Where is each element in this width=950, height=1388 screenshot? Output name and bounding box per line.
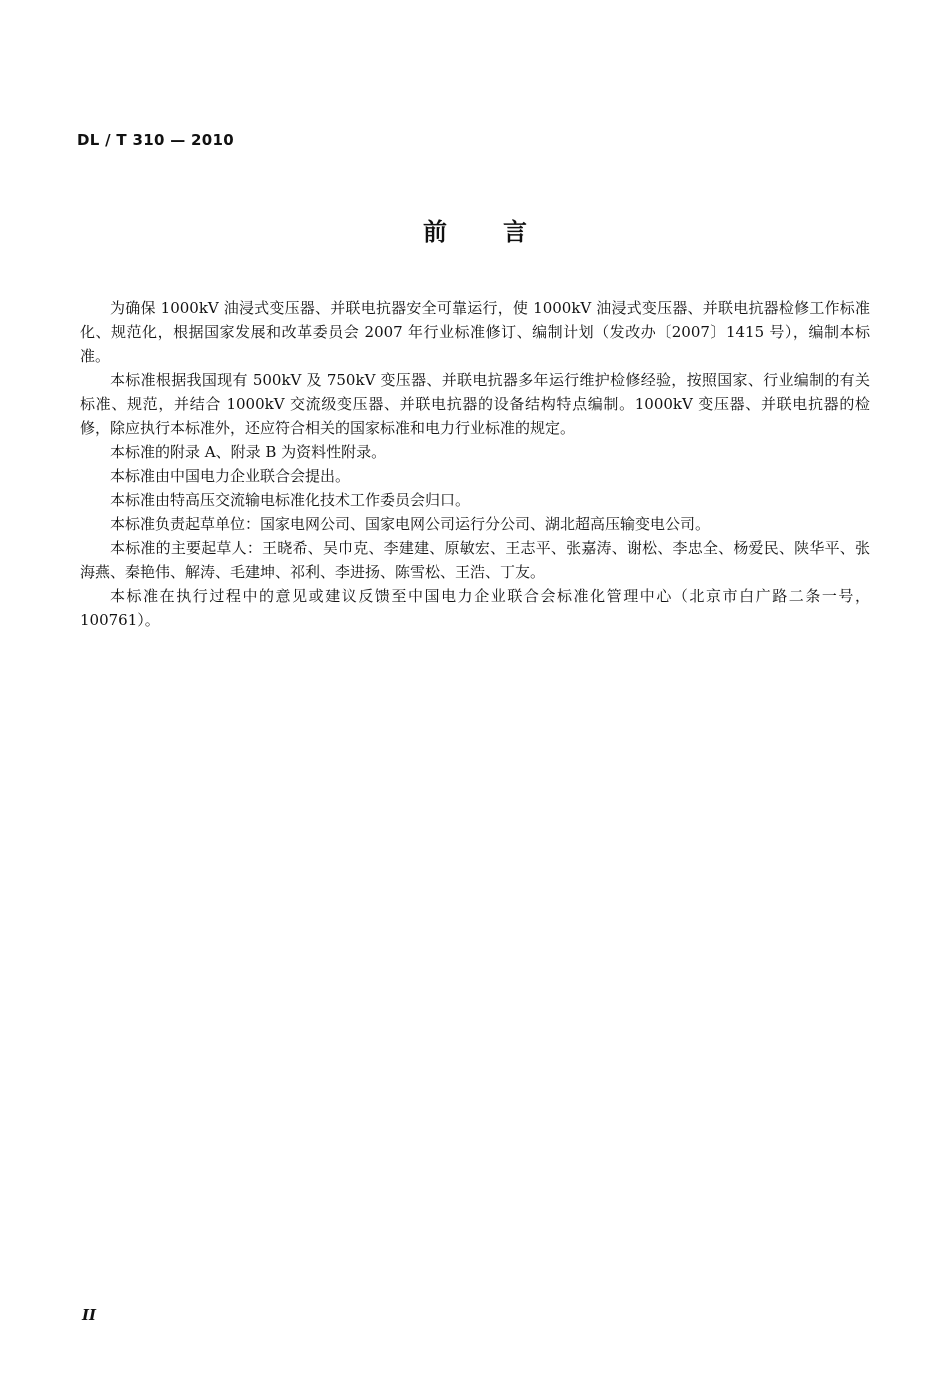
paragraph: 本标准根据我国现有 500kV 及 750kV 变压器、并联电抗器多年运行维护检修经验，按照国家、行业编制的有关标准、规范，并结合 1000kV 交流级变压器、并联电抗器的设备结构特点编制。1000kV 变压器、并联电抗器的检修，除应执行本标准外，还应符合相关的国家标准和电力行业标准的规定。	[80, 371, 870, 437]
paragraph: 为确保 1000kV 油浸式变压器、并联电抗器安全可靠运行，使 1000kV 油浸式变压器、并联电抗器检修工作标准化、规范化，根据国家发展和改革委员会 2007 年行业标准修订、编制计划（发改办〔2007〕1415 号），编制本标准。	[80, 299, 870, 365]
paragraph: 本标准由中国电力企业联合会提出。	[110, 467, 351, 485]
paragraph: 本标准负责起草单位：国家电网公司、国家电网公司运行分公司、湖北超高压输变电公司。	[110, 515, 711, 533]
foreword-body	[80, 296, 870, 632]
paragraph: 本标准由特高压交流输电标准化技术工作委员会归口。	[110, 491, 471, 509]
paragraph: 本标准的附录 A、附录 B 为资料性附录。	[110, 443, 387, 461]
page-title: 前言	[423, 218, 583, 246]
standard-code: DL / T 310 — 2010	[77, 131, 234, 149]
page-number: II	[82, 1306, 97, 1324]
paragraph: 本标准的主要起草人：王晓希、吴巾克、李建建、原敏宏、王志平、张嘉涛、谢松、李忠全、杨爱民、陕华平、张海燕、秦艳伟、解涛、毛建坤、祁利、李进扬、陈雪松、王浩、丁友。	[80, 539, 870, 581]
paragraph: 本标准在执行过程中的意见或建议反馈至中国电力企业联合会标准化管理中心（北京市白广路二条一号，100761）。	[80, 587, 870, 629]
